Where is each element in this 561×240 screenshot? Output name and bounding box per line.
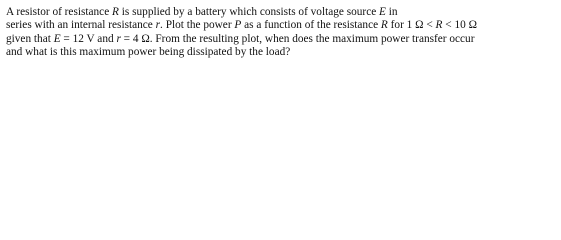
- text-segment: is supplied by a battery which consists of voltage source: [118, 6, 380, 18]
- text-segment: < 10 Ω: [442, 19, 477, 32]
- problem-line-3: [6, 33, 558, 46]
- problem-line-4: [6, 46, 558, 59]
- variable-r: r: [155, 19, 161, 32]
- text-segment: . Plot the power: [160, 19, 235, 32]
- text-segment: for 1 Ω <: [387, 19, 436, 32]
- variable-R: R: [380, 19, 388, 32]
- variable-E: E: [379, 6, 386, 18]
- text-segment: = 12 V and: [60, 32, 117, 45]
- text-segment: and what is this maximum power being dissipated by the load?: [6, 45, 291, 58]
- variable-R: R: [112, 6, 119, 18]
- text-segment: A resistor of resistance: [6, 6, 113, 18]
- variable-P: P: [234, 19, 242, 32]
- variable-R: R: [435, 19, 443, 32]
- problem-line-2: [6, 19, 558, 32]
- variable-r: r: [116, 32, 121, 45]
- text-segment: series with an internal resistance: [6, 19, 156, 32]
- text-segment: given that: [6, 32, 54, 45]
- text-segment: as a function of the resistance: [241, 19, 381, 32]
- variable-E: E: [53, 32, 61, 45]
- text-segment: in: [385, 6, 398, 18]
- problem-statement: [6, 6, 558, 59]
- text-segment: = 4 Ω. From the resulting plot, when does the maximum power transfer occur: [120, 32, 475, 45]
- problem-line-1: [6, 6, 558, 19]
